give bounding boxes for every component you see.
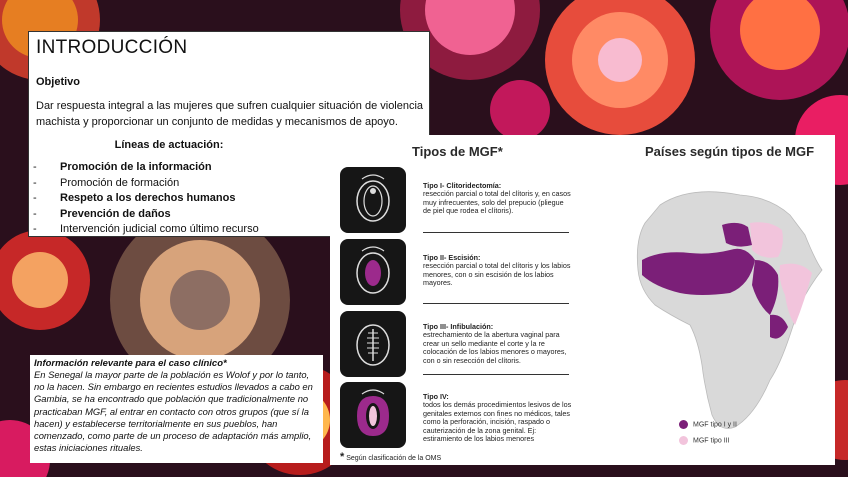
type-4-icon [340, 382, 406, 448]
type-3-desc: estrechamiento de la abertura vaginal para crear un sello mediante el corte y la re colocación de los labios menores o mayores, con o sin resección del clítoris. [423, 330, 567, 365]
action-lines-list [33, 160, 259, 238]
lines-label: Líneas de actuación: [114, 139, 224, 151]
legend-item-type-1-2: MGF tipo I y II [679, 420, 737, 429]
list-item: - Intervención judicial como último recurso [33, 223, 259, 236]
africa-map [630, 165, 830, 450]
list-item: - Promoción de la información [33, 161, 212, 173]
clinical-info-text: En Senegal la mayor parte de la población es Wolof y por lo tanto, no la hacen. Sin embargo en recientes estudios llevados a cabo en Gambia, se ha encontrado que población que tradicionalmente no practicaban MGF, al entrar en contacto con otros grupos (que sí la hacen) y establecerse territorialmente en sus pueblos, han comenzado, como parte de un proceso de adaptación más amplio, estas iniciaciones rituales. [34, 369, 313, 454]
legend-item-type-3: MGF tipo III [679, 436, 730, 445]
divider [423, 232, 569, 233]
type-1-desc: resección parcial o total del clítoris y, en casos muy infrecuentes, solo del prepucio (pliegue de piel que rodea el clítoris). [423, 189, 571, 216]
divider [423, 303, 569, 304]
list-item: - Respeto a los derechos humanos [33, 192, 236, 205]
type-2-icon [340, 239, 406, 305]
types-title: Tipos de MGF* [412, 144, 503, 159]
mgf-panel [330, 135, 835, 465]
legend-dot-icon [679, 436, 688, 445]
legend-dot-icon [679, 420, 688, 429]
type-2-desc: resección parcial o total del clítoris y los labios menores, con o sin escisión de los labios mayores. [423, 261, 571, 288]
type-4-title: Tipo IV: [423, 392, 449, 401]
type-3-title: Tipo III- Infibulación: [423, 322, 494, 331]
list-item: - Prevención de daños [33, 207, 171, 220]
map-title: Países según tipos de MGF [645, 144, 815, 159]
clinical-info-panel [30, 355, 323, 463]
list-item: - Promoción de formación [33, 176, 180, 189]
objective-text: Dar respuesta integral a las mujeres que sufren cualquier situación de violencia machista y proporcionar un conjunto de medidas y mecanismos de apoyo. [36, 100, 424, 128]
clinical-info-title: Información relevante para el caso clínico* [34, 358, 227, 369]
type-3-icon [340, 311, 406, 377]
type-4-desc: todos los demás procedimientos lesivos de los genitales externos con fines no médicos, tales como la perforación, incisión, raspado o cauterización de la zona genital. Ej: estiramiento de los labios menores [423, 400, 572, 444]
type-2-title: Tipo II- Escisión: [423, 253, 481, 262]
intro-title: INTRODUCCIÓN [36, 37, 188, 58]
divider [423, 374, 569, 375]
type-1-title: Tipo I- Clitoridectomía: [423, 181, 502, 190]
footnote: * Según clasificación de la OMS [340, 451, 442, 463]
type-1-icon [340, 167, 406, 233]
objective-label: Objetivo [36, 76, 81, 88]
